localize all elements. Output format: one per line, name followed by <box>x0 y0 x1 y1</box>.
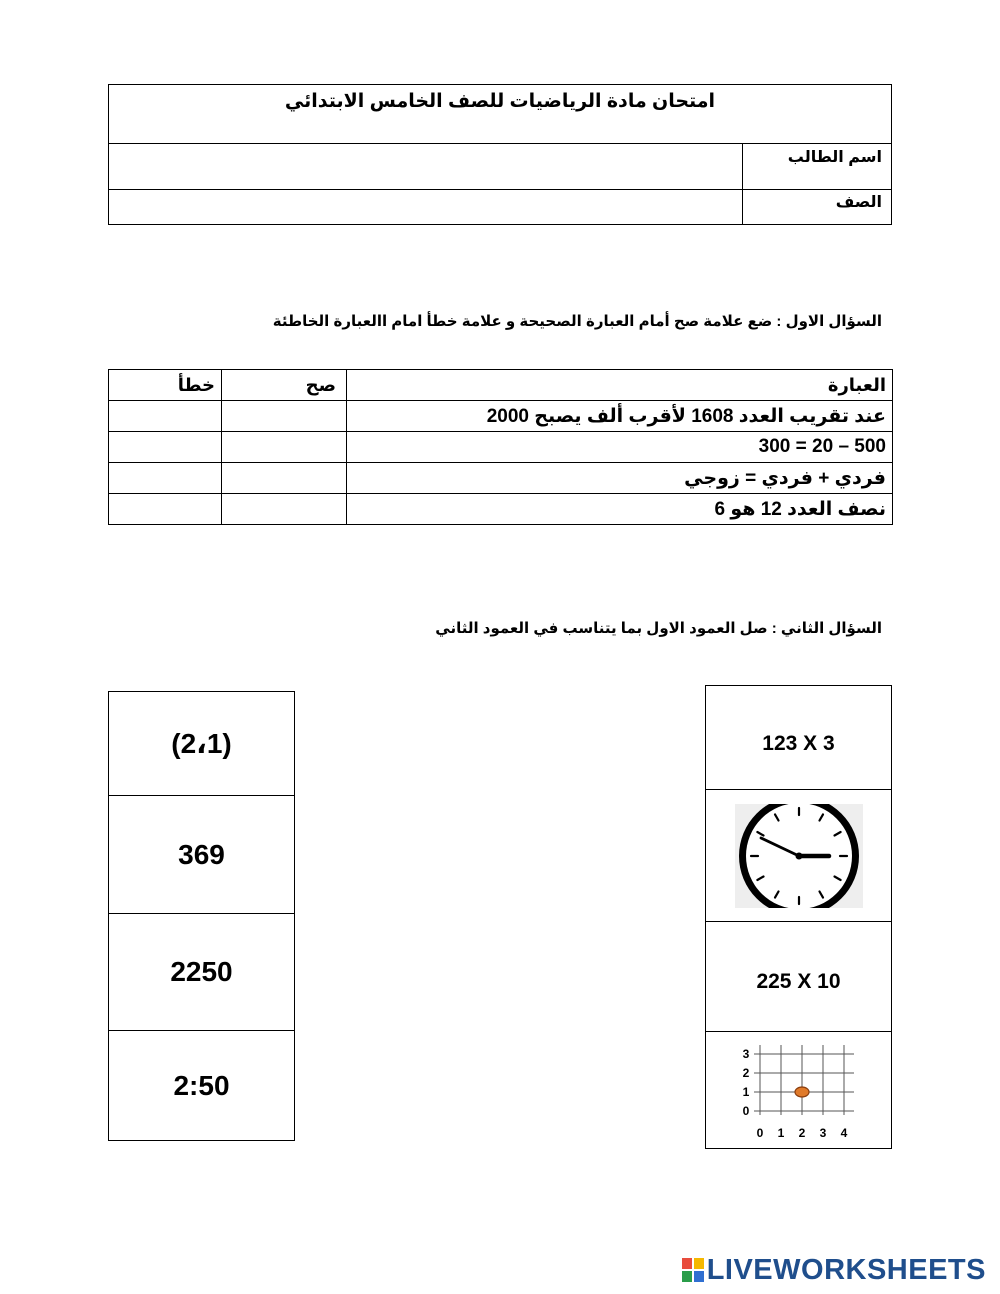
grid-y-label: 2 <box>742 1065 749 1080</box>
match-left-item[interactable] <box>109 1031 294 1141</box>
match-right-item[interactable] <box>706 922 891 1032</box>
false-cell[interactable] <box>109 401 222 432</box>
exam-title: امتحان مادة الرياضيات للصف الخامس الابتدائي <box>109 85 891 144</box>
statement-cell: فردي + فردي = زوجي <box>347 463 893 494</box>
logo-text: LIVEWORKSHEETS <box>706 1253 986 1286</box>
coordinate-grid-icon <box>734 1037 864 1145</box>
statement-cell: عند تقريب العدد 1608 لأقرب ألف يصبح 2000 <box>347 401 893 432</box>
class-label: الصف <box>742 189 891 225</box>
grid-x-label: 3 <box>819 1125 826 1140</box>
liveworksheets-logo-icon <box>682 1258 704 1282</box>
grid-y-label: 0 <box>742 1103 749 1118</box>
table-row <box>109 463 893 494</box>
false-cell[interactable] <box>109 432 222 463</box>
matching-left-column <box>108 691 295 1141</box>
grid-y-label: 3 <box>742 1046 749 1061</box>
grid-x-label: 1 <box>777 1125 784 1140</box>
matching-right-column <box>705 685 892 1149</box>
match-right-item[interactable] <box>706 1032 891 1149</box>
match-left-text: 2250 <box>170 956 233 987</box>
clock-icon <box>735 804 863 908</box>
match-right-item[interactable] <box>706 790 891 922</box>
match-left-item[interactable] <box>109 914 294 1031</box>
class-field[interactable] <box>109 189 742 225</box>
grid-x-label: 2 <box>798 1125 805 1140</box>
table-row <box>109 494 893 525</box>
grid-x-label: 0 <box>756 1125 763 1140</box>
match-left-text: 2:50 <box>173 1070 230 1101</box>
true-cell[interactable] <box>222 494 347 525</box>
match-right-item[interactable] <box>706 686 891 790</box>
student-name-row <box>109 144 891 190</box>
true-cell[interactable] <box>222 432 347 463</box>
header-false: خطأ <box>109 370 222 401</box>
header-statement: العبارة <box>347 370 893 401</box>
header-true: صح <box>222 370 347 401</box>
question2-prompt: السؤال الثاني : صل العمود الاول بما يتناسب في العمود الثاني <box>435 620 882 637</box>
table-header-row <box>109 370 893 401</box>
student-name-field[interactable] <box>109 144 742 189</box>
true-cell[interactable] <box>222 463 347 494</box>
header-table <box>108 84 892 225</box>
grid-y-label: 1 <box>742 1084 749 1099</box>
match-left-item[interactable] <box>109 796 294 914</box>
table-row <box>109 401 893 432</box>
match-right-text: 123 X 3 <box>762 731 835 755</box>
grid-x-label: 4 <box>840 1125 847 1140</box>
false-cell[interactable] <box>109 463 222 494</box>
question1-prompt: السؤال الاول : ضع علامة صح أمام العبارة الصحيحة و علامة خطأ امام االعبارة الخاطئة <box>272 313 882 330</box>
student-name-label: اسم الطالب <box>742 144 891 189</box>
true-cell[interactable] <box>222 401 347 432</box>
false-cell[interactable] <box>109 494 222 525</box>
table-row <box>109 432 893 463</box>
match-left-item[interactable] <box>109 692 294 796</box>
grid-point <box>795 1087 809 1097</box>
match-left-text: (2،1) <box>171 728 232 759</box>
match-left-text: 369 <box>178 838 225 870</box>
statement-cell: نصف العدد 12 هو 6 <box>347 494 893 525</box>
liveworksheets-logo <box>682 1254 986 1286</box>
class-row <box>109 189 891 225</box>
match-right-text: 225 X 10 <box>756 969 841 993</box>
true-false-table <box>108 369 893 525</box>
statement-cell: 500 – 20 = 300 <box>347 432 893 463</box>
